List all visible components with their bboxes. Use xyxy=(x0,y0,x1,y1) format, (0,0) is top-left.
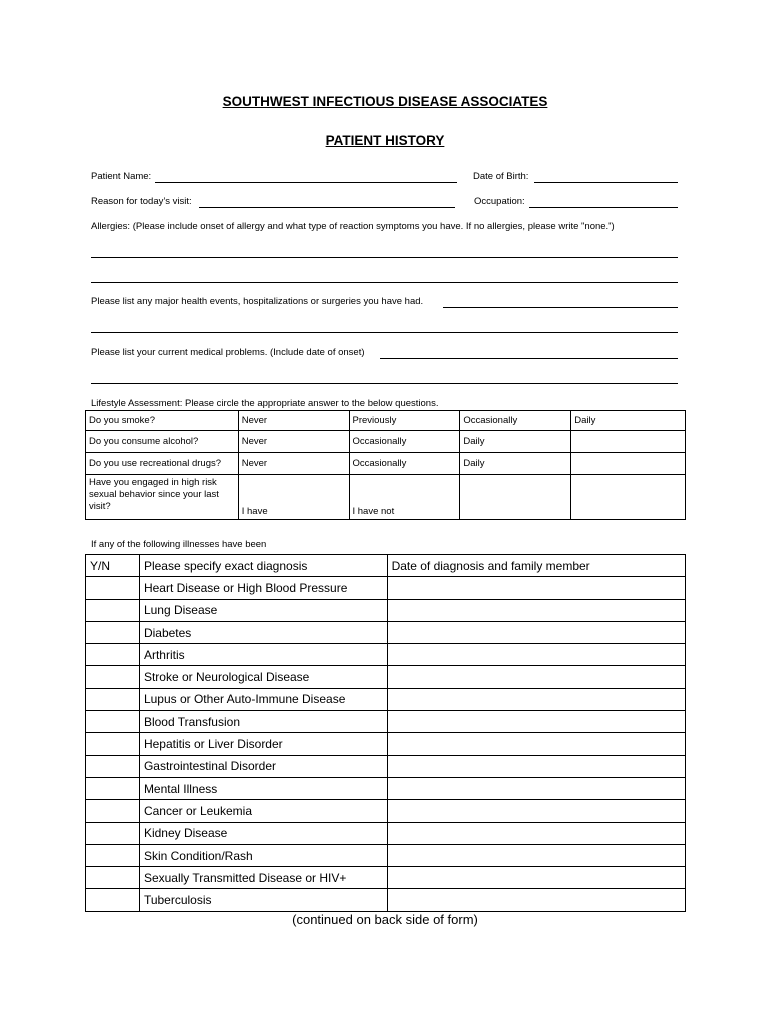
answer-option[interactable]: Never xyxy=(238,431,349,453)
dob-label: Date of Birth: xyxy=(473,171,529,182)
illness-name: Hepatitis or Liver Disorder xyxy=(139,733,387,755)
patient-name-label: Patient Name: xyxy=(91,171,152,182)
date-family-cell[interactable] xyxy=(387,599,685,621)
lifestyle-question: Do you smoke? xyxy=(86,411,239,431)
answer-option[interactable]: Never xyxy=(238,411,349,431)
table-row xyxy=(86,621,686,643)
yn-cell[interactable] xyxy=(86,666,140,688)
illness-intro: If any of the following illnesses have been xyxy=(91,539,267,550)
illness-name: Kidney Disease xyxy=(139,822,387,844)
allergies-line-1[interactable] xyxy=(91,257,678,258)
date-family-cell[interactable] xyxy=(387,777,685,799)
answer-option[interactable]: Daily xyxy=(460,431,571,453)
answer-option[interactable]: Daily xyxy=(571,411,686,431)
yn-cell[interactable] xyxy=(86,577,140,599)
answer-option[interactable]: Occasionally xyxy=(349,431,460,453)
illness-name: Tuberculosis xyxy=(139,889,387,911)
answer-option[interactable]: Daily xyxy=(460,453,571,475)
illness-name: Mental Illness xyxy=(139,777,387,799)
table-row xyxy=(86,599,686,621)
yn-cell[interactable] xyxy=(86,711,140,733)
yn-cell[interactable] xyxy=(86,844,140,866)
table-row xyxy=(86,644,686,666)
patient-name-field[interactable] xyxy=(155,182,457,183)
answer-option[interactable]: Never xyxy=(238,453,349,475)
health-events-prompt: Please list any major health events, hospitalizations or surgeries you have had. xyxy=(91,296,424,307)
continued-note: (continued on back side of form) xyxy=(292,912,478,927)
answer-option[interactable]: Occasionally xyxy=(349,453,460,475)
date-family-cell[interactable] xyxy=(387,733,685,755)
diagnosis-header: Please specify exact diagnosis xyxy=(139,555,387,577)
yn-cell[interactable] xyxy=(86,822,140,844)
illness-table xyxy=(85,554,686,912)
yn-cell[interactable] xyxy=(86,599,140,621)
yn-cell[interactable] xyxy=(86,733,140,755)
lifestyle-row-smoke xyxy=(86,411,686,431)
form-title: PATIENT HISTORY xyxy=(325,133,445,148)
illness-name: Blood Transfusion xyxy=(139,711,387,733)
health-events-line-2[interactable] xyxy=(91,332,678,333)
answer-option xyxy=(571,453,686,475)
yn-cell[interactable] xyxy=(86,777,140,799)
illness-name: Lupus or Other Auto-Immune Disease xyxy=(139,688,387,710)
lifestyle-question: Do you consume alcohol? xyxy=(86,431,239,453)
lifestyle-row-sexual xyxy=(86,475,686,520)
dob-field[interactable] xyxy=(534,182,678,183)
illness-name: Sexually Transmitted Disease or HIV+ xyxy=(139,867,387,889)
date-family-cell[interactable] xyxy=(387,621,685,643)
medical-problems-line-2[interactable] xyxy=(91,383,678,384)
date-family-cell[interactable] xyxy=(387,666,685,688)
date-family-header: Date of diagnosis and family member xyxy=(387,555,685,577)
table-row xyxy=(86,733,686,755)
illness-name: Diabetes xyxy=(139,621,387,643)
date-family-cell[interactable] xyxy=(387,644,685,666)
illness-name: Lung Disease xyxy=(139,599,387,621)
answer-option[interactable]: I have not xyxy=(349,475,460,520)
medical-problems-prompt: Please list your current medical problems. (Include date of onset) xyxy=(91,347,365,358)
lifestyle-question: Have you engaged in high risk sexual behavior since your last visit? xyxy=(86,475,239,520)
date-family-cell[interactable] xyxy=(387,867,685,889)
reason-field[interactable] xyxy=(199,207,455,208)
date-family-cell[interactable] xyxy=(387,822,685,844)
date-family-cell[interactable] xyxy=(387,711,685,733)
illness-name: Stroke or Neurological Disease xyxy=(139,666,387,688)
date-family-cell[interactable] xyxy=(387,800,685,822)
yn-cell[interactable] xyxy=(86,889,140,911)
illness-name: Gastrointestinal Disorder xyxy=(139,755,387,777)
lifestyle-question: Do you use recreational drugs? xyxy=(86,453,239,475)
lifestyle-table xyxy=(85,410,686,520)
date-family-cell[interactable] xyxy=(387,889,685,911)
table-row xyxy=(86,867,686,889)
illness-name: Heart Disease or High Blood Pressure xyxy=(139,577,387,599)
answer-option xyxy=(571,431,686,453)
table-row xyxy=(86,800,686,822)
org-name: SOUTHWEST INFECTIOUS DISEASE ASSOCIATES xyxy=(222,94,548,109)
allergies-line-2[interactable] xyxy=(91,282,678,283)
table-row xyxy=(86,777,686,799)
yn-cell[interactable] xyxy=(86,621,140,643)
answer-option xyxy=(460,475,571,520)
illness-header-row xyxy=(86,555,686,577)
yn-header: Y/N xyxy=(86,555,140,577)
answer-option xyxy=(571,475,686,520)
health-events-field[interactable] xyxy=(443,307,678,308)
allergies-prompt: Allergies: (Please include onset of allergy and what type of reaction symptoms you have. If no allergies, please write "none.") xyxy=(91,221,615,232)
occupation-label: Occupation: xyxy=(474,196,525,207)
date-family-cell[interactable] xyxy=(387,577,685,599)
occupation-field[interactable] xyxy=(529,207,678,208)
date-family-cell[interactable] xyxy=(387,688,685,710)
table-row xyxy=(86,688,686,710)
table-row xyxy=(86,666,686,688)
illness-name: Skin Condition/Rash xyxy=(139,844,387,866)
lifestyle-intro: Lifestyle Assessment: Please circle the appropriate answer to the below questions. xyxy=(91,398,439,409)
illness-name: Arthritis xyxy=(139,644,387,666)
answer-option[interactable]: I have xyxy=(238,475,349,520)
yn-cell[interactable] xyxy=(86,644,140,666)
answer-option[interactable]: Previously xyxy=(349,411,460,431)
lifestyle-row-alcohol xyxy=(86,431,686,453)
yn-cell[interactable] xyxy=(86,867,140,889)
reason-label: Reason for today’s visit: xyxy=(91,196,192,207)
table-row xyxy=(86,577,686,599)
table-row xyxy=(86,822,686,844)
table-row xyxy=(86,755,686,777)
yn-cell[interactable] xyxy=(86,800,140,822)
date-family-cell[interactable] xyxy=(387,844,685,866)
table-row xyxy=(86,711,686,733)
illness-name: Cancer or Leukemia xyxy=(139,800,387,822)
date-family-cell[interactable] xyxy=(387,755,685,777)
table-row xyxy=(86,889,686,911)
answer-option[interactable]: Occasionally xyxy=(460,411,571,431)
yn-cell[interactable] xyxy=(86,755,140,777)
lifestyle-row-drugs xyxy=(86,453,686,475)
table-row xyxy=(86,844,686,866)
yn-cell[interactable] xyxy=(86,688,140,710)
medical-problems-field[interactable] xyxy=(380,358,678,359)
